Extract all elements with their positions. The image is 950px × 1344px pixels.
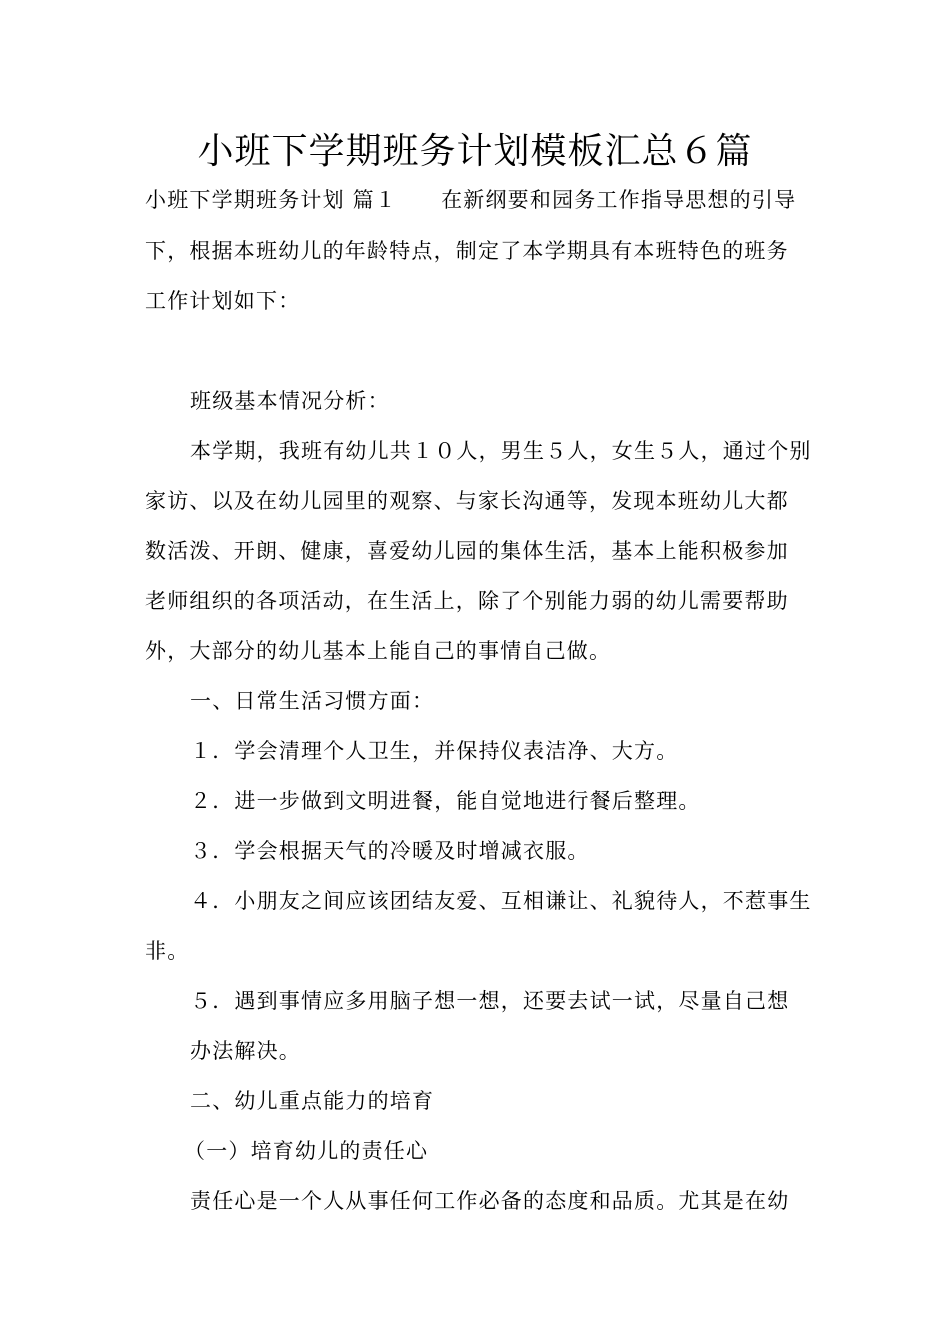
paragraph-line: 数活泼、开朗、健康，喜爱幼儿园的集体生活，基本上能积极参加 (145, 539, 789, 563)
section-heading-abilities: 二、幼儿重点能力的培育 (190, 1089, 435, 1113)
list-item: １．学会清理个人卫生，并保持仪表洁净、大方。 (190, 739, 679, 763)
subsection-heading: （一）培育幼儿的责任心 (184, 1139, 429, 1163)
paragraph-line: 责任心是一个人从事任何工作必备的态度和品质。尤其是在幼 (190, 1189, 790, 1213)
list-item: ５．遇到事情应多用脑子想一想，还要去试一试，尽量自己想 (190, 989, 790, 1013)
list-item-continuation: 办法解决。 (190, 1039, 301, 1063)
paragraph-line: 家访、以及在幼儿园里的观察、与家长沟通等，发现本班幼儿大都 (145, 489, 789, 513)
paragraph-line: 外，大部分的幼儿基本上能自己的事情自己做。 (145, 639, 612, 663)
list-item: ４．小朋友之间应该团结友爱、互相谦让、礼貌待人，不惹事生 (190, 889, 812, 913)
intro-line: 工作计划如下： (145, 289, 301, 313)
paragraph-line: 老师组织的各项活动，在生活上，除了个别能力弱的幼儿需要帮助 (145, 589, 789, 613)
list-item: ３．学会根据天气的冷暖及时增减衣服。 (190, 839, 590, 863)
paragraph-line: 本学期，我班有幼儿共１０人，男生５人，女生５人，通过个别 (190, 439, 812, 463)
intro-text-start: 在新纲要和园务工作指导思想的引导 (441, 188, 797, 212)
section-heading-basic: 班级基本情况分析： (190, 389, 390, 413)
list-item: ２．进一步做到文明进餐，能自觉地进行餐后整理。 (190, 789, 701, 813)
intro-first-line (145, 185, 796, 215)
section-heading-reference: 小班下学期班务计划 篇１ (145, 188, 398, 212)
document-title: 小班下学期班务计划模板汇总６篇 (197, 131, 753, 172)
intro-line: 下，根据本班幼儿的年龄特点，制定了本学期具有本班特色的班务 (145, 239, 789, 263)
list-item-continuation: 非。 (145, 939, 190, 963)
section-heading-habits: 一、日常生活习惯方面： (190, 689, 435, 713)
